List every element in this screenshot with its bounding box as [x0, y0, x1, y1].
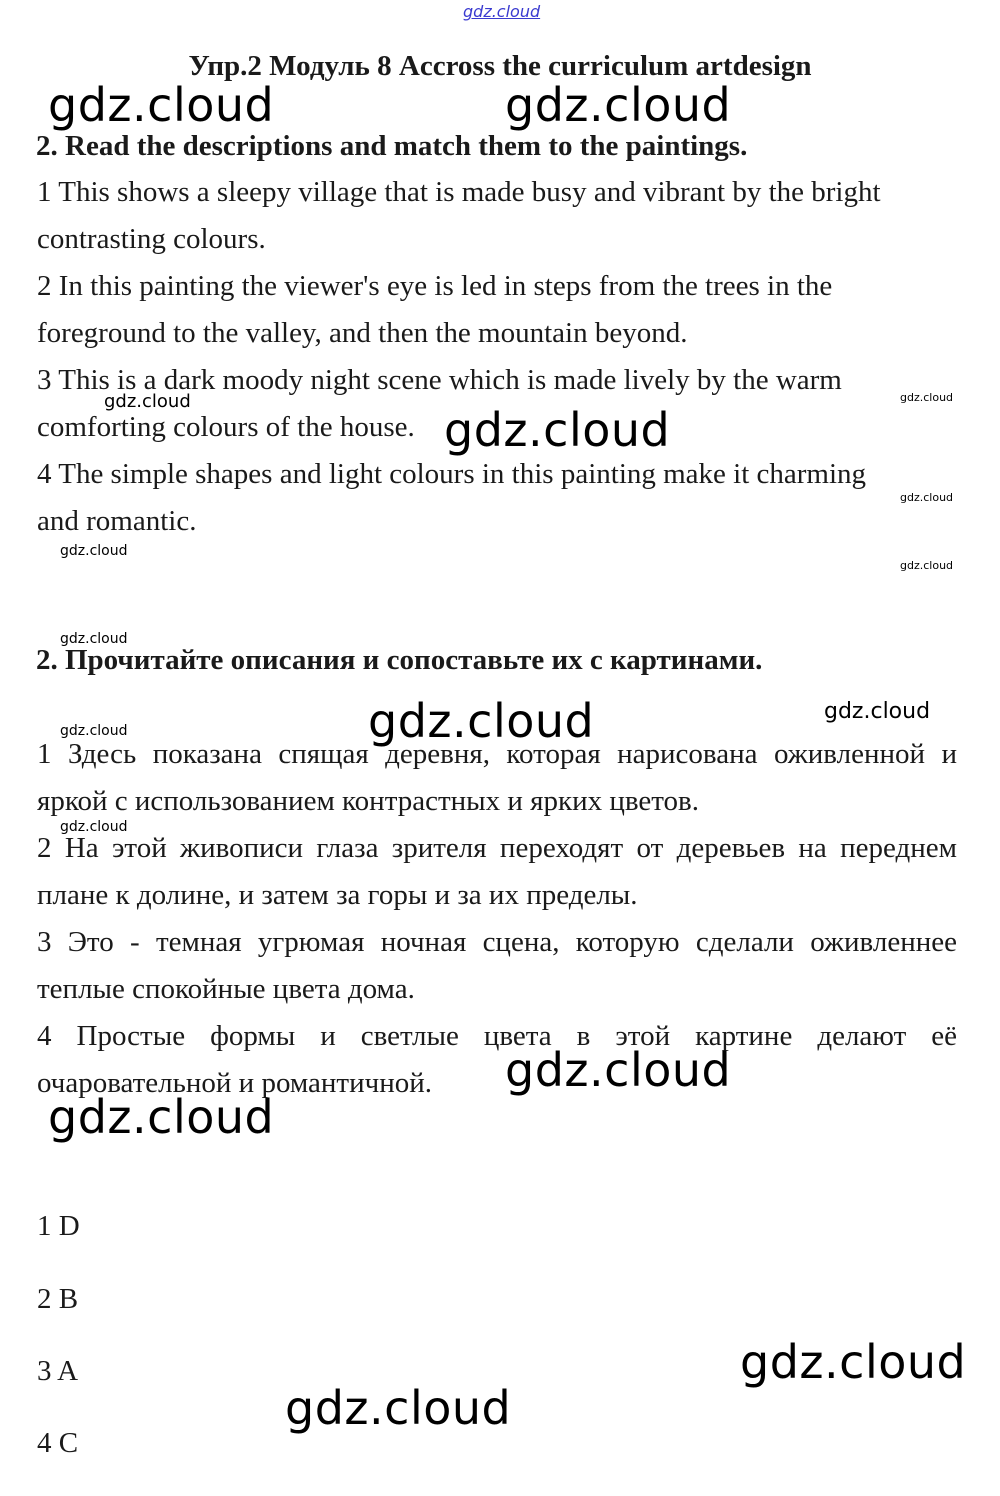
answer-item: 1 D: [37, 1210, 80, 1242]
russian-line: яркой с использованием контрастных и ярких цветов.: [37, 785, 700, 817]
russian-line: теплые спокойные цвета дома.: [37, 973, 415, 1005]
russian-line: очаровательной и романтичной.: [37, 1067, 432, 1099]
english-line: 4 The simple shapes and light colours in this painting make it charming: [37, 458, 867, 490]
watermark: gdz.cloud: [900, 391, 954, 404]
watermark: gdz.cloud: [444, 403, 671, 457]
answer-item: 3 A: [37, 1355, 79, 1387]
site-link[interactable]: gdz.cloud: [463, 2, 541, 21]
watermark: gdz.cloud: [285, 1381, 512, 1435]
english-heading: 2. Read the descriptions and match them to the paintings.: [36, 130, 748, 162]
page-title: Упр.2 Модуль 8 Accross the curriculum artdesign: [188, 50, 812, 82]
russian-line: 1 Здесь показана спящая деревня, которая нарисована оживленной и: [37, 738, 957, 770]
english-line: comforting colours of the house.: [37, 411, 415, 443]
russian-heading: 2. Прочитайте описания и сопоставьте их с картинами.: [36, 644, 763, 676]
watermark: gdz.cloud: [505, 78, 732, 132]
answer-item: 2 B: [37, 1283, 79, 1315]
english-line: foreground to the valley, and then the mountain beyond.: [37, 317, 688, 349]
watermark: gdz.cloud: [505, 1043, 732, 1097]
english-line: 1 This shows a sleepy village that is made busy and vibrant by the bright: [37, 176, 881, 208]
russian-line: 2 На этой живописи глаза зрителя переходят от деревьев на переднем: [37, 832, 957, 864]
watermark: gdz.cloud: [900, 559, 954, 572]
watermark: gdz.cloud: [48, 1090, 275, 1144]
english-line: contrasting colours.: [37, 223, 266, 255]
watermark: gdz.cloud: [368, 694, 595, 748]
answer-item: 4 C: [37, 1427, 79, 1459]
english-line: 2 In this painting the viewer's eye is led in steps from the trees in the: [37, 270, 833, 302]
watermark: gdz.cloud: [824, 699, 931, 724]
watermark: gdz.cloud: [60, 631, 128, 647]
watermark: gdz.cloud: [48, 78, 275, 132]
russian-line: 3 Это - темная угрюмая ночная сцена, которую сделали оживленнее: [37, 926, 957, 958]
watermark: gdz.cloud: [740, 1335, 967, 1389]
watermark: gdz.cloud: [104, 391, 191, 412]
russian-line: 4 Простые формы и светлые цвета в этой картине делают её: [37, 1020, 957, 1052]
watermark: gdz.cloud: [60, 543, 128, 559]
watermark: gdz.cloud: [60, 819, 128, 835]
english-line: and romantic.: [37, 505, 197, 537]
watermark: gdz.cloud: [60, 723, 128, 739]
english-line: 3 This is a dark moody night scene which is made lively by the warm: [37, 364, 842, 396]
watermark: gdz.cloud: [900, 491, 954, 504]
russian-line: плане к долине, и затем за горы и за их пределы.: [37, 879, 638, 911]
